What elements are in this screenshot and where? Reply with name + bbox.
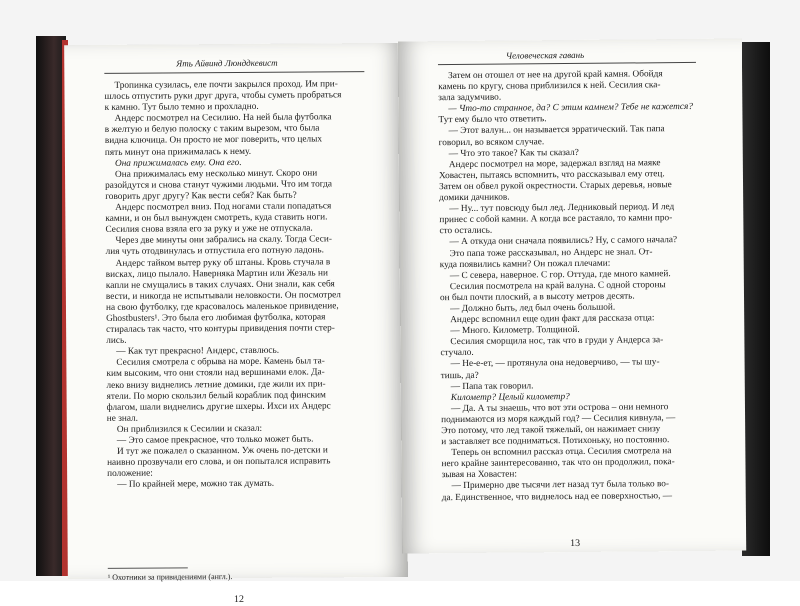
text-line: шлось отпустить руки друг друга, чтобы суметь пробраться: [104, 90, 342, 103]
text-line: Затем он обвел рукой окрестности. Старых деревья, новые: [439, 180, 672, 193]
text-line: него крайне заинтересованно, так что он продолжил, пока-: [441, 457, 675, 470]
text-line: вести, и никогда не испытывали неловкости. Он посмотрел: [105, 290, 341, 302]
text-line: ятели. По морю скользил белый кораблик под финским: [106, 389, 326, 402]
text-line: леко внизу виднелись летние домики, где жили их при-: [106, 378, 326, 391]
text-line: лись.: [106, 335, 127, 347]
text-line: Андерс вспомнил еще один факт для рассказа отца:: [450, 313, 655, 326]
text-line: куда появились камни? Он пожал плечами:: [439, 258, 611, 270]
text-line: — Ну... тут повсюду был лед. Ледниковый период. И лед: [449, 202, 675, 215]
text-line: не знал.: [106, 413, 139, 424]
text-line: — Должно быть, лед был очень большой.: [450, 302, 616, 315]
text-line: домики дачников.: [439, 192, 510, 204]
text-line: Ховастен, пытаясь вспомнить, что рассказывал ему отец.: [438, 169, 665, 182]
text-line: Тропинка сузилась, еле почти закрылся проход. Им при-: [114, 79, 338, 91]
text-line: — Не-е-ет, — протянула она недоверчиво, — ты шу-: [450, 357, 660, 370]
text-line: он был почти плоский, а в высоту метров десять.: [439, 291, 635, 304]
text-line: видна ключица. Он просто не мог поверить, что целых: [104, 134, 323, 147]
text-line: наивно прозвучали его слова, и он попытался исправить: [107, 456, 331, 469]
text-line: принес с собой камни. А когда все растаяло, то камни про-: [439, 213, 673, 226]
text-line: — По крайней мере, можно так думать.: [117, 479, 275, 491]
right-page: [398, 39, 746, 554]
text-line: флагом, шали виднелись другие шхеры. Ихси их Андерс: [106, 401, 331, 413]
running-head: Ять Айвинд Люнддкевист: [176, 57, 278, 69]
text-line: капли не смущались в таких случаях. Они знали, как себя: [105, 278, 335, 291]
text-line: в желтую и белую полоску с таким вырезом, что была: [104, 123, 320, 136]
text-line: на свою футболку, где красовалось маленькое привидение,: [105, 301, 339, 313]
text-line: Километр? Целый километр?: [450, 391, 570, 403]
text-line: лия чуть отодвинулась и отпустила его потную ладонь.: [105, 245, 324, 258]
text-line: — Папа так говорил.: [450, 380, 534, 392]
text-line: говорить друг другу? Как вести себя? Как быть?: [105, 190, 297, 202]
text-line: И тут же пожалел о сказанном. Уж очень по-детски и: [116, 445, 328, 457]
text-line: Тут ему было что ответить.: [438, 114, 547, 126]
text-line: — Да. А ты знаешь, что вот эти острова – они немного: [450, 401, 669, 414]
text-line: Затем он отошел от нее на другой край камня. Обойдя: [448, 69, 663, 82]
text-line: камень по кругу, снова приблизился к ней. Сесилия ска-: [438, 80, 661, 93]
text-line: Он приблизился к Сесилии и сказал:: [116, 423, 263, 435]
text-line: Теперь он вспомнил рассказ отца. Сесилия смотрела на: [451, 446, 672, 459]
text-line: зывая на Ховастен:: [441, 469, 517, 481]
text-line: пять минут она прижималась к нему.: [104, 146, 252, 158]
text-line: — Что-то странное, да? С этим камнем? Тебе не кажется?: [448, 102, 694, 115]
text-line: висках, лицо пылало. Наверняка Мартин или Жезаль ни: [105, 267, 328, 280]
text-line: — Это самое прекрасное, что только может быть.: [116, 434, 314, 446]
text-line: Андерс посмотрел вниз. Под ногами стали попадаться: [115, 201, 332, 213]
text-line: Сесилия посмотрела на край валуна. С одной стороны: [449, 279, 666, 292]
text-line: поднимаются из моря каждый год? — Сесилия кивнула, —: [441, 413, 676, 426]
text-line: — Как тут прекрасно! Андерс, ставлюсь.: [116, 345, 280, 358]
text-line: тишь, да?: [440, 370, 479, 381]
text-line: — Примерно две тысячи лет назад тут была только во-: [451, 479, 670, 492]
text-line: — С севера, наверное. С гор. Оттуда, где много камней.: [449, 268, 671, 281]
text-line: — А откуда они сначала появились? Ну, с самого начала?: [449, 235, 678, 248]
text-line: Это папа тоже рассказывал, но Андерс не знал. От-: [449, 246, 653, 259]
left-page: [64, 43, 408, 606]
footnote-rule: [108, 567, 188, 569]
text-line: Это потому, что лед такой тяжелый, он нажимает снизу: [441, 424, 661, 437]
footnote: ¹ Охотники за привидениями (англ.).: [107, 572, 233, 582]
text-line: ким высоким, что они стояли над вершинами елок. Да-: [106, 367, 325, 380]
text-line: разойдутся и снова станут чужими людьми. Что им тогда: [105, 179, 332, 191]
text-line: Андерс посмотрел на Сесилию. На ней была футболка: [114, 112, 332, 125]
page-number: 13: [570, 537, 581, 550]
text-line: говорил, во всяком случае.: [438, 136, 545, 148]
text-line: Она прижималась ему несколько минут. Скоро они: [115, 168, 318, 180]
text-line: камни, и он был вынужден смотреть, куда ставить ноги.: [105, 212, 328, 225]
text-line: стучало.: [440, 348, 474, 359]
page-body-text: [104, 79, 369, 491]
running-head: Человеческая гавань: [505, 49, 585, 61]
text-line: Сесилия сморщила нос, так что в груди у Андерса за-: [450, 335, 664, 348]
text-line: Сесилия снова взяла его за руку и уже не отпускала.: [105, 223, 313, 236]
text-line: — Этот валун... он называется эрратический. Так папа: [448, 124, 665, 137]
header-rule: [438, 62, 696, 65]
header-rule: [104, 71, 364, 74]
text-line: Она прижималась ему. Она его.: [114, 157, 242, 169]
text-line: сто остались.: [439, 226, 493, 237]
book-cover-right: [742, 42, 770, 556]
text-line: Андерс тайком вытер руку об штаны. Кровь стучала в: [115, 256, 331, 269]
text-line: и заставляет все подниматься. Потихоньку, но постоянно.: [441, 435, 670, 448]
text-line: — Что это такое? Как ты сказал?: [448, 147, 579, 159]
text-line: Ghostbusters¹. Это была его любимая футболка, которая: [106, 312, 326, 324]
page-number: 12: [233, 593, 245, 606]
text-line: стиралась так часто, что контуры привидения почти стер-: [106, 323, 335, 335]
text-line: Сесилия смотрела с обрыва на море. Камень был та-: [116, 356, 325, 369]
text-line: к камню. Тут было темно и прохладно.: [104, 102, 259, 114]
text-line: зала задумчиво.: [438, 92, 502, 104]
text-line: — Много. Километр. Толщиной.: [450, 325, 580, 337]
text-line: Андерс посмотрел на море, задержал взгляд на маяке: [448, 157, 661, 170]
text-line: да. Единственное, что виднелось над ее поверхностью, —: [441, 490, 673, 503]
text-line: Через две минуты они забрались на скалу. Тогда Сеси-: [115, 234, 333, 247]
page-body-text: [438, 69, 704, 504]
text-line: положение:: [107, 468, 153, 480]
